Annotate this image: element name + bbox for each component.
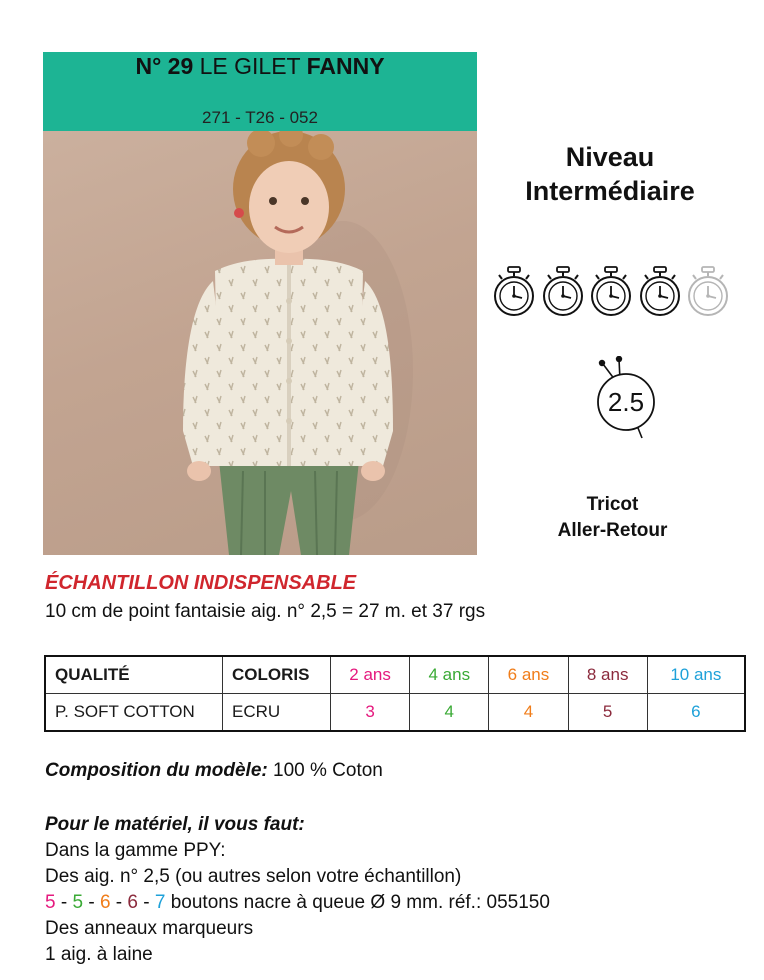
pattern-name-prefix: LE GILET [199, 53, 301, 79]
material-title: Pour le matériel, il vous faut: [45, 814, 305, 835]
technique [520, 492, 705, 544]
composition-label: Composition du modèle: [45, 760, 268, 781]
quality-header: QUALITÉ [45, 656, 223, 694]
material-list [45, 812, 550, 968]
header-band [43, 52, 477, 131]
technique-line1: Tricot [586, 494, 639, 515]
child-cardigan-photo [43, 131, 477, 555]
needle-size-badge [590, 356, 662, 440]
qty-cell: 3 [331, 694, 410, 732]
buttons-text: boutons nacre à queue Ø 9 mm. réf.: 055150 [165, 892, 550, 913]
difficulty-level [490, 140, 730, 208]
stopwatch-icon [589, 265, 633, 319]
knitting-needles-icon [590, 356, 662, 440]
qty-cell: 4 [410, 694, 489, 732]
material-line: 1 aig. à laine [45, 944, 153, 965]
stopwatch-icon [541, 265, 585, 319]
pattern-name: FANNY [306, 53, 385, 79]
separator: - [137, 892, 155, 913]
pattern-title [43, 53, 477, 80]
button-count: 6 [127, 892, 138, 913]
size-header: 10 ans [647, 656, 745, 694]
composition [45, 760, 383, 782]
material-line: Dans la gamme PPY: [45, 840, 226, 861]
photo-illustration [43, 131, 477, 555]
button-count: 5 [72, 892, 84, 913]
qty-cell: 6 [647, 694, 745, 732]
yarn-quantity-table [44, 655, 746, 732]
size-header: 2 ans [331, 656, 410, 694]
stopwatch-icon-inactive [686, 265, 730, 319]
technique-line2: Aller-Retour [557, 520, 668, 541]
buttons-line [45, 890, 550, 916]
level-value: Intermédiaire [525, 176, 695, 206]
composition-value: 100 % Coton [273, 760, 383, 781]
size-header: 4 ans [410, 656, 489, 694]
button-count: 6 [99, 892, 111, 913]
colour-cell: ECRU [223, 694, 331, 732]
stopwatch-icon [492, 265, 536, 319]
pattern-reference: 271 - T26 - 052 [202, 108, 318, 127]
stopwatch-icon [638, 265, 682, 319]
button-count: 5 [45, 892, 56, 913]
difficulty-timers [492, 265, 732, 319]
separator: - [83, 892, 100, 913]
material-line: Des anneaux marqueurs [45, 918, 254, 939]
qty-cell: 4 [489, 694, 568, 732]
table-header-row [45, 656, 745, 694]
material-line: Des aig. n° 2,5 (ou autres selon votre échantillon) [45, 866, 462, 887]
level-label: Niveau [565, 142, 655, 172]
table-row [45, 694, 745, 732]
colour-header: COLORIS [223, 656, 331, 694]
quality-cell: P. SOFT COTTON [45, 694, 223, 732]
size-header: 8 ans [568, 656, 647, 694]
pattern-number: N° 29 [135, 53, 194, 79]
button-count: 7 [154, 892, 166, 913]
separator: - [110, 892, 128, 913]
sample-text: 10 cm de point fantaisie aig. n° 2,5 = 27 m. et 37 rgs [45, 601, 486, 622]
separator: - [55, 892, 73, 913]
qty-cell: 5 [568, 694, 647, 732]
sample-title: ÉCHANTILLON INDISPENSABLE [45, 572, 357, 594]
size-header: 6 ans [489, 656, 568, 694]
needle-size-value: 2.5 [607, 387, 645, 417]
